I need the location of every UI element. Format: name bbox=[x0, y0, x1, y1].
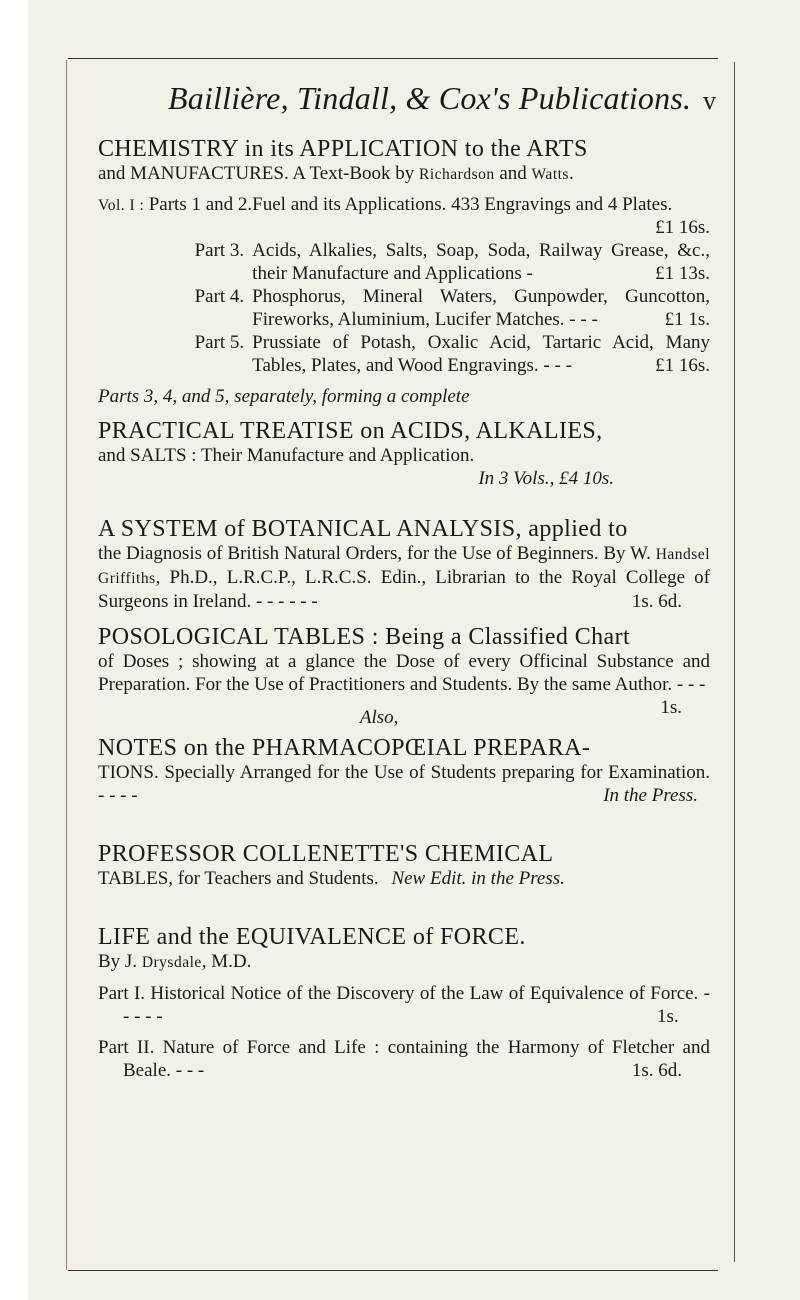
description-text: of Doses ; showing at a glance the Dose of every Officinal Substance and Preparation. For the Use of Practitioners and Students. By the same Author. - - - bbox=[98, 651, 710, 695]
part-price: £1 16s. bbox=[655, 217, 710, 238]
entry-title: PRACTICAL TREATISE on ACIDS, ALKALIES, bbox=[98, 418, 603, 444]
right-border-rule bbox=[734, 62, 735, 1262]
description-text: the Diagnosis of British Natural Orders, for the Use of Beginners. By W. bbox=[98, 543, 656, 564]
entry-status: In the Press. bbox=[603, 785, 698, 806]
entry-parts bbox=[98, 982, 710, 1082]
entry-title: POSOLOGICAL TABLES : bbox=[98, 624, 379, 650]
entry-subtitle bbox=[98, 162, 710, 186]
page-margin-strip bbox=[0, 0, 28, 1300]
part-row bbox=[98, 285, 710, 331]
by-text: By J. bbox=[98, 951, 142, 972]
left-border-rule bbox=[66, 60, 67, 1270]
entry-title: A SYSTEM of BOTANICAL ANALYSIS, bbox=[98, 516, 522, 542]
part-description bbox=[252, 285, 710, 331]
author-name: Richardson bbox=[419, 166, 495, 183]
author-suffix: , M.D. bbox=[201, 951, 252, 972]
part-row bbox=[98, 982, 710, 1028]
also-label: Also, bbox=[359, 707, 399, 728]
volume-label: Vol. I : bbox=[98, 197, 149, 214]
subtitle-text: . bbox=[568, 163, 574, 184]
part-text: Phosphorus, Mineral Waters, Gunpowder, Guncotton, Fireworks, Aluminium, Lucifer Matches. - - - bbox=[252, 286, 710, 330]
part-price: 1s. bbox=[657, 1006, 679, 1027]
part-description bbox=[252, 193, 710, 239]
entry-collenette-tables bbox=[98, 841, 710, 890]
part-row bbox=[98, 193, 710, 239]
part-label: Part 3. bbox=[194, 240, 245, 261]
part-row bbox=[98, 331, 710, 377]
entry-title-line bbox=[98, 516, 710, 542]
entry-chemistry bbox=[98, 136, 710, 408]
entry-description bbox=[98, 867, 710, 890]
page-number: v bbox=[703, 86, 716, 115]
part-price: £1 1s. bbox=[664, 309, 710, 330]
author-name: Drysdale bbox=[141, 954, 202, 971]
part-text: Prussiate of Potash, Oxalic Acid, Tartaric Acid, Many Tables, Plates, and Wood Engravings. - - - bbox=[252, 332, 710, 376]
part-text: Part II. Nature of Force and Life : containing the Harmony of Fletcher and Beale. - - - bbox=[98, 1037, 710, 1081]
top-border-rule bbox=[68, 58, 718, 59]
part-row bbox=[98, 239, 710, 285]
entry-title-line bbox=[98, 624, 710, 650]
entry-title-tail: applied to bbox=[521, 516, 628, 542]
entry-status: New Edit. in the Press. bbox=[391, 868, 565, 889]
entry-price: 1s. bbox=[660, 697, 682, 718]
description-text: TABLES, for Teachers and Students. bbox=[98, 868, 379, 889]
description-text: , Ph.D., L.R.C.P., L.R.C.S. Edin., Librarian to the Royal College of Surgeons in Ireland. - - - - - - bbox=[98, 567, 710, 612]
entry-subtitle: and SALTS : Their Manufacture and Application. bbox=[98, 445, 475, 466]
running-head: Baillière, Tindall, & Cox's Publications. bbox=[168, 80, 692, 116]
catalogue-listing bbox=[98, 136, 710, 1082]
part-text: Part I. Historical Notice of the Discovery of the Law of Equivalence of Force. - - - - - bbox=[98, 983, 710, 1027]
entry-title: LIFE and the EQUIVALENCE of FORCE. bbox=[98, 924, 526, 950]
part-price: £1 16s. bbox=[655, 355, 710, 376]
author-name: Handsel Griffiths bbox=[98, 546, 710, 587]
part-label: Part 5. bbox=[194, 332, 245, 353]
entry-practical-treatise bbox=[98, 418, 710, 490]
entry-title-tail: Being a Classified Chart bbox=[378, 624, 631, 650]
entry-description bbox=[98, 761, 710, 807]
entry-price: In 3 Vols., £4 10s. bbox=[478, 468, 614, 489]
entry-description bbox=[98, 542, 710, 613]
part-row bbox=[98, 1036, 710, 1082]
subtitle-text: and bbox=[494, 163, 532, 184]
description-text: TIONS. Specially Arranged for the Use of Students preparing for Examination. - - - - bbox=[98, 762, 710, 806]
part-label: Part 4. bbox=[194, 286, 245, 307]
part-text: Acids, Alkalies, Salts, Soap, Soda, Railway Grease, &c., their Manufacture and Applications - bbox=[252, 240, 710, 284]
part-description bbox=[252, 331, 710, 377]
part-price: 1s. 6d. bbox=[631, 1060, 682, 1081]
entry-title: CHEMISTRY in its APPLICATION to the ARTS bbox=[98, 136, 588, 162]
entry-author-line bbox=[98, 950, 710, 974]
bottom-border-rule bbox=[68, 1270, 718, 1271]
part-text: Fuel and its Applications. 433 Engravings and 4 Plates. bbox=[252, 194, 673, 215]
entry-pharmacopoeial-notes bbox=[98, 735, 710, 807]
entry-life-and-force bbox=[98, 924, 710, 1082]
part-description bbox=[252, 239, 710, 285]
part-price: £1 13s. bbox=[655, 263, 710, 284]
part-number: Parts 1 and 2. bbox=[148, 194, 253, 215]
volume-parts bbox=[98, 193, 710, 377]
part-label bbox=[98, 193, 252, 239]
author-name: Watts bbox=[531, 166, 569, 183]
entry-price: 1s. 6d. bbox=[631, 591, 682, 612]
entry-title: PROFESSOR COLLENETTE'S CHEMICAL bbox=[98, 841, 554, 867]
entry-note: Parts 3, 4, and 5, separately, forming a complete bbox=[98, 386, 470, 407]
entry-botanical-analysis bbox=[98, 516, 710, 613]
entry-title: NOTES on the PHARMACOPŒIAL PREPARA- bbox=[98, 735, 591, 761]
subtitle-text: and MANUFACTURES. A Text-Book by bbox=[98, 163, 419, 184]
